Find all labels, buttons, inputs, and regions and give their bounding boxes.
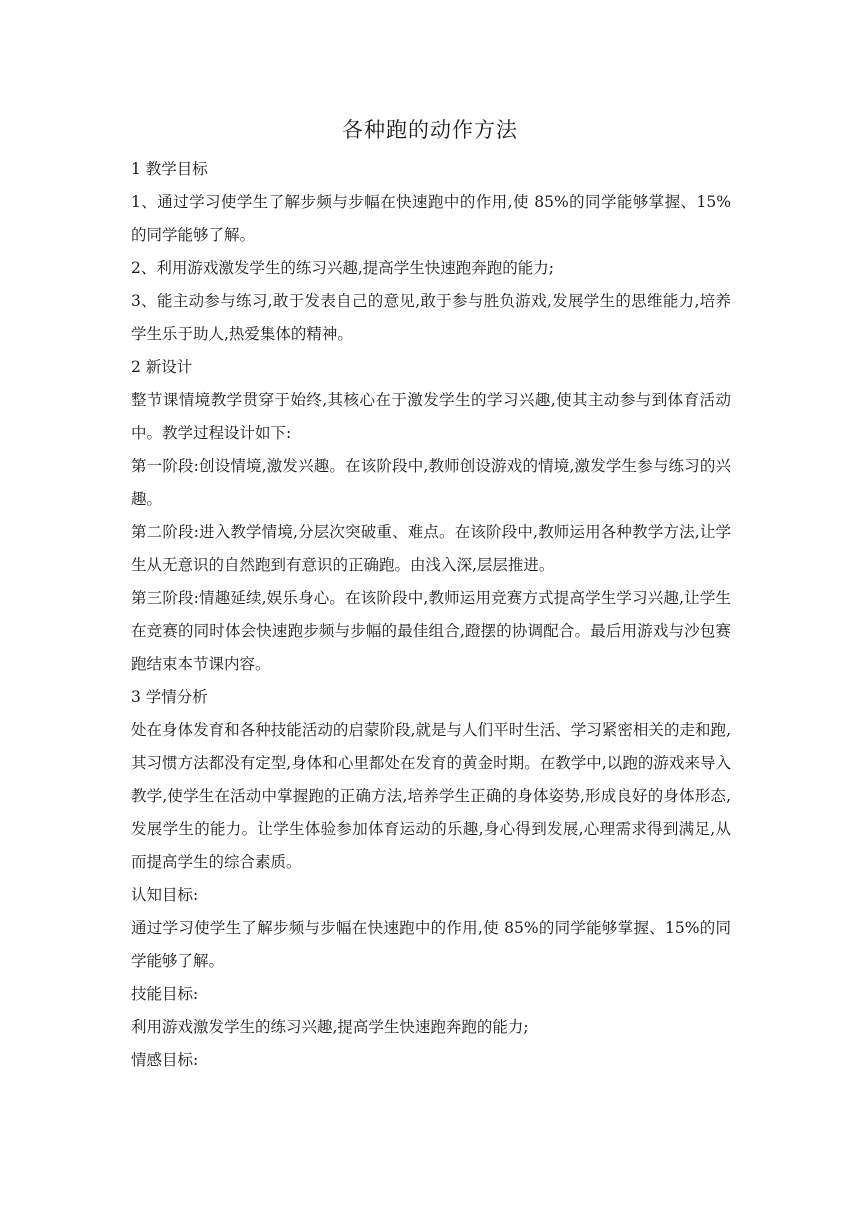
section-heading: 1 教学目标 bbox=[131, 160, 208, 178]
paragraph: 1、通过学习使学生了解步频与步幅在快速跑中的作用,使 85%的同学能够掌握、15%的同学能够了解。 bbox=[131, 193, 731, 244]
paragraph: 2、利用游戏激发学生的练习兴趣,提高学生快速跑奔跑的能力; bbox=[131, 259, 555, 277]
paragraph: 利用游戏激发学生的练习兴趣,提高学生快速跑奔跑的能力; bbox=[131, 1018, 529, 1036]
paragraph: 3、能主动参与练习,敢于发表自己的意见,敢于参与胜负游戏,发展学生的思维能力,培养学生乐于助人,热爱集体的精神。 bbox=[131, 292, 731, 343]
section-heading: 3 学情分析 bbox=[131, 688, 208, 706]
paragraph: 整节课情境教学贯穿于始终,其核心在于激发学生的学习兴趣,使其主动参与到体育活动中。教学过程设计如下: bbox=[131, 391, 731, 442]
subheading: 认知目标: bbox=[131, 886, 199, 904]
paragraph: 处在身体发育和各种技能活动的启蒙阶段,就是与人们平时生活、学习紧密相关的走和跑,其习惯方法都没有定型,身体和心里都处在发育的黄金时期。在教学中,以跑的游戏来导入教学,使学生在活动中掌握跑的正确方法,培养学生正确的身体姿势,形成良好的身体形态,发展学生的能力。让学生体验参加体育运动的乐趣,身心得到发展,心理需求得到满足,从而提高学生的综合素质。 bbox=[131, 721, 731, 871]
subheading: 技能目标: bbox=[131, 985, 199, 1003]
document-title: 各种跑的动作方法 bbox=[342, 118, 518, 142]
paragraph: 通过学习使学生了解步频与步幅在快速跑中的作用,使 85%的同学能够掌握、15%的同学能够了解。 bbox=[131, 919, 731, 970]
section-heading: 2 新设计 bbox=[131, 358, 193, 376]
document-body bbox=[131, 153, 731, 1077]
paragraph: 第三阶段:情趣延续,娱乐身心。在该阶段中,教师运用竞赛方式提高学生学习兴趣,让学生在竞赛的同时体会快速跑步频与步幅的最佳组合,蹬摆的协调配合。最后用游戏与沙包赛跑结束本节课内容。 bbox=[131, 589, 731, 673]
subheading: 情感目标: bbox=[131, 1051, 199, 1069]
paragraph: 第二阶段:进入教学情境,分层次突破重、难点。在该阶段中,教师运用各种教学方法,让学生从无意识的自然跑到有意识的正确跑。由浅入深,层层推进。 bbox=[131, 523, 731, 574]
paragraph: 第一阶段:创设情境,激发兴趣。在该阶段中,教师创设游戏的情境,激发学生参与练习的兴趣。 bbox=[131, 457, 731, 508]
